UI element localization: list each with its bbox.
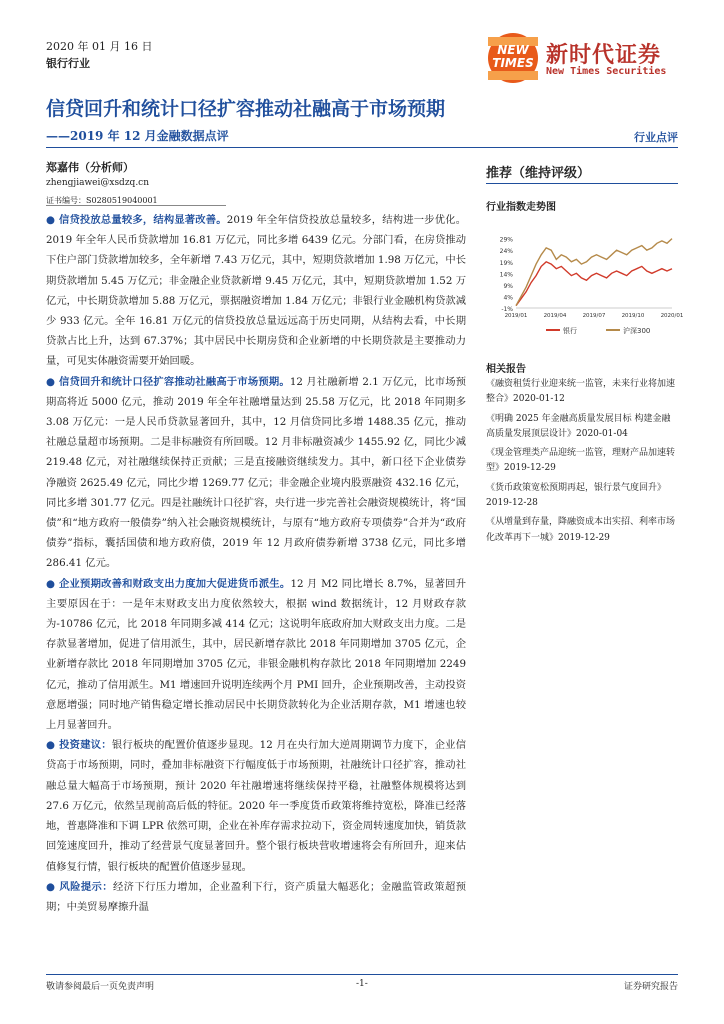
y-tick-label: 19% — [499, 259, 513, 267]
y-tick-label: 24% — [499, 248, 513, 256]
x-tick-label: 2019/10 — [621, 313, 645, 319]
chart-title: 行业指数走势图 — [486, 202, 556, 213]
y-tick-label: 4% — [503, 294, 513, 302]
paragraph-4-text: 银行板块的配置价值逐步显现。12 月在央行加大逆周期调节力度下，企业信贷高于市场预期，同时，叠加非标融资下行幅度低于市场预期，社融统计口径扩容，推动社融总量大幅高于市场预期，预计 2020 年社融增速将继续保持平稳，社融整体规模将达到 27.6 万亿元，依然呈现前高后低的特征。2020 年一季度货币政策将维持宽松，降准已经落地，普惠降准和下调 LPR 依然可期，企业在补库存需求拉动下，资金周转速度加快，销货款回笼速度回升，推动了经营景气度显著回升。整个银行板块营收增速将会有所回升，迎来估值修复行情，银行板块的配置价值逐步显现。 — [46, 739, 467, 873]
related-reports-title: 相关报告 — [486, 364, 526, 375]
report-title: 信贷回升和统计口径扩容推动社融高于市场预期 — [46, 98, 446, 120]
author-divider — [46, 205, 226, 206]
footer-report-type: 证券研究报告 — [623, 982, 678, 992]
paragraph-2-heading: ● 信贷回升和统计口径扩容推动社融高于市场预期。 — [46, 375, 290, 388]
paragraph-4-heading: ● 投资建议： — [46, 739, 112, 752]
related-report-item[interactable]: 《货币政策宽松预期再起，银行景气度回升》2019-12-28 — [486, 482, 667, 509]
related-report-item[interactable]: 《从增量到存量，降融资成本出实招、利率市场化改革再下一城》2019-12-29 — [486, 517, 676, 543]
related-report-item[interactable]: 《明确 2025 年金融高质量发展目标 构建金融高质量发展顶层设计》2020-01-04 — [486, 413, 671, 439]
legend-label: 银行 — [563, 327, 577, 335]
paragraph-5 — [46, 877, 466, 917]
related-report-item[interactable]: 《现金管理类产品迎统一监管，理财产品加速转型》2019-12-29 — [486, 448, 676, 474]
series-line-bank — [516, 262, 672, 306]
company-name-cn: 新时代证券 — [546, 43, 662, 68]
report-subtitle: ——2019 年 12 月金融数据点评 — [46, 129, 229, 143]
footer-disclaimer[interactable]: 敬请参阅最后一页免责声明 — [46, 982, 155, 992]
paragraph-1-text: 2019 年全年信贷投放总量较多，结构进一步优化。2019 年全年人民币贷款增加 16.81 万亿元，同比多增 6439 亿元。分部门看，在房贷推动下住户部门贷款增加较多，全年新增 7.43 万亿元，其中，短期贷款增加 1.98 万亿元，中长期贷款增加 5.45 万亿元；非金融企业贷款新增 9.45 万亿元，其中，短期贷款增加 1.52 万亿元，中长期贷款增加 5.88 万亿元，票据融资增加 1.84 万亿元；非银行业金融机构贷款减少 933 亿元。全年 16.81 万亿元的信贷投放总量远远高于历史同期，从结构去看，中长期贷款占比上升，达到 67.37%；其中居民中长期房贷和企业新增的中长期贷款是主要推动力量，可见实体融资需要开始回暖。 — [46, 214, 466, 368]
header-divider — [46, 147, 678, 148]
report-body — [46, 210, 466, 917]
author-name: 郑嘉伟（分析师） — [46, 161, 134, 174]
company-name-en: New Times Securities — [546, 66, 667, 77]
x-tick-label: 2020/01 — [660, 313, 684, 319]
legend-label: 沪深300 — [623, 327, 651, 335]
paragraph-1 — [46, 210, 466, 372]
document-type: 行业点评 — [634, 131, 678, 144]
paragraph-2 — [46, 372, 466, 574]
x-tick-label: 2019/01 — [504, 313, 528, 319]
paragraph-4 — [46, 735, 466, 876]
paragraph-5-text: 经济下行压力增加，企业盈利下行，资产质量大幅恶化；金融监管政策超预期；中美贸易摩擦升温 — [46, 880, 466, 913]
company-logo: NEW TIMES — [488, 33, 538, 83]
paragraph-1-heading: ● 信贷投放总量较多，结构显著改善。 — [46, 214, 227, 226]
related-reports-list — [486, 377, 678, 550]
paragraph-3 — [46, 574, 466, 736]
page-number: -1- — [356, 979, 368, 989]
y-tick-label: -1% — [501, 306, 513, 313]
paragraph-3-text: 12 月 M2 同比增长 8.7%，显著回升主要原因在于：一是年末财政支出力度依然较大，根据 wind 数据统计，12 月财政存款为-10786 亿元，比 2018 年同期多减 414 亿元；这说明年底政府加大财政支出力度。二是存款显著增加，促进了信用派生，其中，居民新增存款比 2018 年同期增加 3705 亿元，企业新增存款比 2018 年同期增加 3705 亿元，非银金融机构存款比 2018 年同期增加 2249 亿元，推动了信用派生。M1 增速回升说明连续两个月 PMI 回升，企业预期改善，主动投资意愿增强；同时地产销售稳定增长推动居民中长期贷款转化为企业活期存款，M1 增速也较上月显著回升。 — [46, 577, 466, 732]
sector-label: 银行行业 — [46, 57, 90, 70]
index-trend-chart — [486, 226, 684, 341]
y-tick-label: 29% — [499, 236, 513, 244]
x-tick-label: 2019/04 — [543, 313, 567, 319]
related-report-item[interactable]: 《融资租赁行业迎来统一监管，未来行业将加速整合》2020-01-12 — [486, 379, 676, 405]
y-tick-label: 14% — [499, 271, 513, 279]
author-cert: 证书编号：S0280519040001 — [46, 196, 158, 205]
paragraph-3-heading: ● 企业预期改善和财政支出力度加大促进货币派生。 — [46, 577, 291, 590]
y-tick-label: 9% — [503, 282, 513, 290]
rating: 推荐（维持评级） — [486, 162, 678, 184]
paragraph-5-heading: ● 风险提示： — [46, 880, 113, 893]
footer-divider — [46, 974, 678, 975]
x-tick-label: 2019/07 — [582, 313, 606, 319]
paragraph-2-text: 12 月社融新增 2.1 万亿元，比市场预期高将近 5000 亿元，推动 2019 年全年社融增量达到 25.58 万亿元，比 2018 年同期多 3.08 万亿元：一是人民币贷款显著回升，其中，12 月信贷同比多增 1488.35 亿元，推动社融总量超市场预期。二是非标融资有所回暖。12 月非标融资减少 1455.92 亿，同比少减 219.48 亿元，对社融继续保持正贡献；三是直接融资继续发力。其中，新口径下企业债券净融资 2625.49 亿元，同比少增 1269.77 亿元；非金融企业境内股票融资 432.16 亿元，同比多增 301.77 亿元。四是社融统计口径扩容，央行进一步完善社会融资规模统计，将“国债”和“地方政府一般债券”纳入社会融资规模统计，与原有“地方政府专项债券”合并为“政府债券”指标，囊括国债和地方政府债，2019 年 12 月政府债券新增 3738 亿元，同比多增 286.41 亿元。 — [46, 375, 466, 570]
author-email[interactable]: zhengjiawei@xsdzq.cn — [46, 178, 150, 188]
report-date: 2020 年 01 月 16 日 — [46, 40, 153, 53]
